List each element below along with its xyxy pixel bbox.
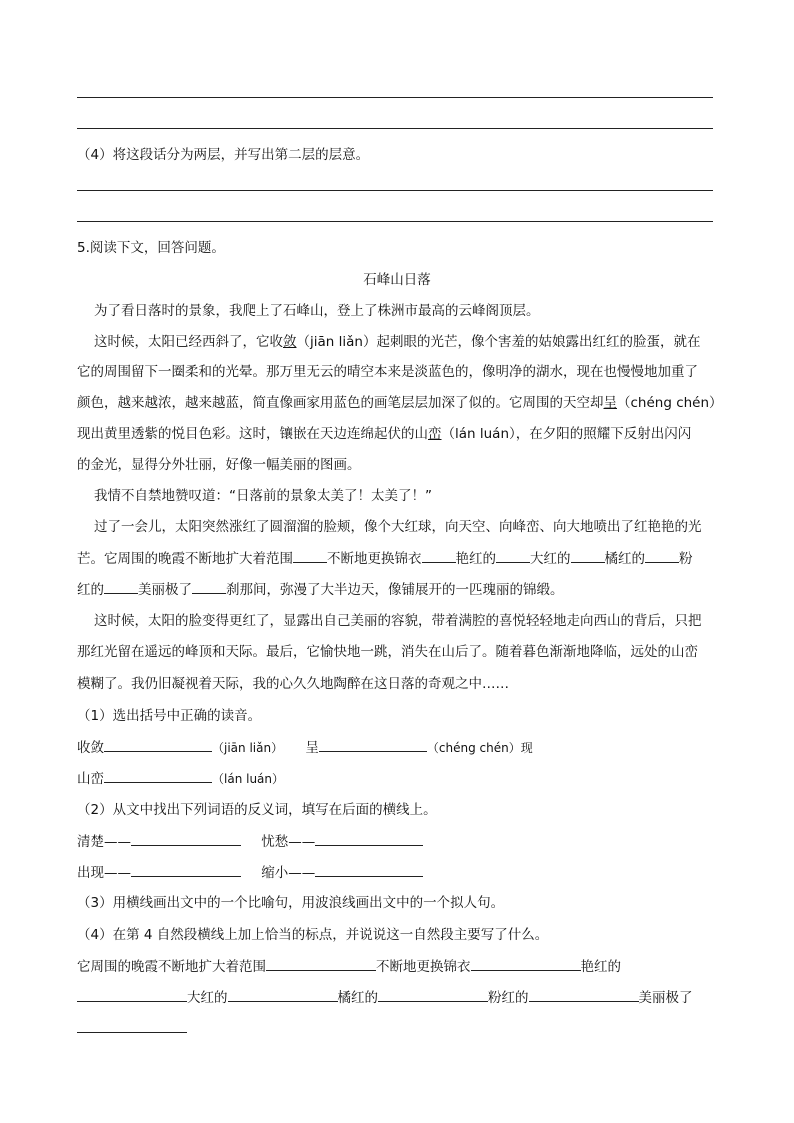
sub-question-4: （4）在第 4 自然段横线上加上恰当的标点，并说说这一自然段主要写了什么。 bbox=[77, 927, 549, 943]
fill-blank[interactable] bbox=[293, 548, 327, 563]
fill-blank[interactable] bbox=[104, 579, 138, 594]
antonym-word: 出现—— bbox=[77, 865, 131, 881]
fill-blank[interactable] bbox=[571, 548, 605, 563]
answer-blank[interactable] bbox=[315, 831, 423, 846]
passage-paragraph-4-line bbox=[77, 579, 564, 600]
pinyin-options: （jiān liǎn） bbox=[212, 741, 284, 755]
answer-blank[interactable] bbox=[131, 862, 241, 877]
question-5-intro: 5.阅读下文，回答问题。 bbox=[77, 240, 225, 256]
antonym-word: 缩小—— bbox=[261, 865, 316, 881]
passage-paragraph-5-line: 这时候，太阳的脸变得更红了，显露出自己美丽的容貌，带着满腔的喜悦轻轻地走向西山的背后，只把 bbox=[94, 613, 702, 629]
underlined-char: 峦 bbox=[428, 426, 442, 442]
answer-line bbox=[77, 190, 713, 191]
answer-blank[interactable] bbox=[104, 737, 212, 752]
fill-blank[interactable] bbox=[471, 956, 581, 971]
text-run: 它周围的晚霞不断地扩大着范围 bbox=[77, 959, 266, 975]
fill-blank[interactable] bbox=[645, 548, 679, 563]
answer-blank[interactable] bbox=[104, 768, 212, 783]
text-run: （lán luán），在夕阳的照耀下反射出闪闪 bbox=[441, 426, 692, 442]
antonym-row bbox=[77, 862, 423, 883]
text-run: 刹那间，弥漫了大半边天，像铺展开的一匹瑰丽的锦缎。 bbox=[226, 582, 564, 598]
question-4-prompt: （4）将这段话分为两层，并写出第二层的层意。 bbox=[77, 147, 370, 163]
text-run: 艳红的 bbox=[455, 551, 496, 567]
answer-blank[interactable] bbox=[315, 862, 423, 877]
fill-blank[interactable] bbox=[496, 548, 530, 563]
text-run: 不断地更换锦衣 bbox=[376, 959, 471, 975]
text-run: 红的 bbox=[77, 582, 104, 598]
text-run: 颜色，越来越浓，越来越蓝，简直像画家用蓝色的画笔层层加深了似的。它周围的天空却 bbox=[77, 395, 604, 411]
passage-paragraph-2-line bbox=[77, 393, 723, 413]
text-run: 现出黄里透紫的悦目色彩。这时，镶嵌在天边连绵起伏的山 bbox=[77, 426, 428, 442]
word-label: 山峦 bbox=[77, 771, 104, 787]
antonym-row bbox=[77, 831, 423, 852]
text-run: 大红的 bbox=[187, 990, 228, 1006]
pinyin-options: （lán luán） bbox=[212, 772, 285, 786]
pinyin-options: （chéng chén）现 bbox=[426, 741, 533, 755]
sub-question-2: （2）从文中找出下列词语的反义词，填写在后面的横线上。 bbox=[77, 802, 437, 818]
fill-in-row bbox=[77, 956, 621, 977]
passage-paragraph-2-line bbox=[77, 424, 691, 444]
text-run: 不断地更换锦衣 bbox=[327, 551, 422, 567]
fill-blank[interactable] bbox=[77, 1018, 187, 1033]
text-run: 橘红的 bbox=[337, 990, 378, 1006]
text-run: 大红的 bbox=[530, 551, 571, 567]
text-run: 芒。它周围的晚霞不断地扩大着范围 bbox=[77, 551, 293, 567]
pinyin-item-row bbox=[77, 737, 533, 758]
text-run: 艳红的 bbox=[580, 959, 621, 975]
passage-paragraph-5-line: 那红光留在遥远的峰顶和天际。最后，它愉快地一跳，消失在山后了。随着暮色渐渐地降临，远处的山峦 bbox=[77, 644, 698, 660]
answer-blank[interactable] bbox=[319, 737, 427, 752]
passage-paragraph-3: 我情不自禁地赞叹道：“日落前的景象太美了！太美了！” bbox=[94, 488, 432, 504]
sub-question-1: （1）选出括号中正确的读音。 bbox=[77, 708, 262, 724]
fill-in-row bbox=[77, 1018, 187, 1039]
text-run: 这时候，太阳已经西斜了，它收 bbox=[94, 334, 283, 350]
fill-blank[interactable] bbox=[422, 548, 456, 563]
text-run: 橘红的 bbox=[604, 551, 645, 567]
text-run: （jiān liǎn）起刺眼的光芒，像个害羞的姑娘露出红红的脸蛋，就在 bbox=[296, 334, 701, 350]
antonym-word: 忧愁—— bbox=[261, 834, 316, 850]
text-run: （chéng chén） bbox=[617, 395, 723, 411]
answer-line bbox=[77, 97, 713, 98]
passage-paragraph-1: 为了看日落时的景象，我爬上了石峰山，登上了株洲市最高的云峰阁顶层。 bbox=[94, 303, 540, 319]
fill-blank[interactable] bbox=[192, 579, 226, 594]
passage-paragraph-2-line: 的金光，显得分外壮丽，好像一幅美丽的图画。 bbox=[77, 457, 361, 473]
fill-blank[interactable] bbox=[266, 956, 376, 971]
underlined-char: 敛 bbox=[283, 334, 297, 350]
passage-paragraph-2-line: 它的周围留下一圈柔和的光晕。那万里无云的晴空本来是淡蓝色的，像明净的湖水，现在也慢慢地加重了 bbox=[77, 364, 698, 380]
word-label: 呈 bbox=[305, 740, 319, 756]
text-run: 美丽极了 bbox=[138, 582, 192, 598]
sub-question-3: （3）用横线画出文中的一个比喻句，用波浪线画出文中的一个拟人句。 bbox=[77, 895, 505, 911]
answer-line bbox=[77, 221, 713, 222]
answer-blank[interactable] bbox=[131, 831, 241, 846]
pinyin-item-row bbox=[77, 768, 284, 789]
underlined-char: 呈 bbox=[603, 395, 617, 411]
text-run: 美丽极了 bbox=[638, 990, 693, 1006]
fill-blank[interactable] bbox=[228, 987, 338, 1002]
text-run: 粉 bbox=[679, 551, 693, 567]
passage-paragraph-4-line: 过了一会儿，太阳突然涨红了圆溜溜的脸颊，像个大红球，向天空、向峰峦、向大地喷出了红艳艳的光 bbox=[94, 519, 702, 535]
fill-blank[interactable] bbox=[77, 987, 187, 1002]
text-run: 粉红的 bbox=[488, 990, 529, 1006]
passage-paragraph-4-line bbox=[77, 548, 693, 569]
word-label: 收敛 bbox=[77, 740, 104, 756]
fill-in-row bbox=[77, 987, 693, 1008]
antonym-word: 清楚—— bbox=[77, 834, 131, 850]
fill-blank[interactable] bbox=[378, 987, 488, 1002]
answer-line bbox=[77, 128, 713, 129]
fill-blank[interactable] bbox=[529, 987, 639, 1002]
passage-title: 石峰山日落 bbox=[363, 272, 431, 288]
passage-paragraph-2-line bbox=[94, 332, 700, 352]
passage-paragraph-5-line: 模糊了。我仍旧凝视着天际，我的心久久地陶醉在这日落的奇观之中…… bbox=[77, 676, 509, 692]
